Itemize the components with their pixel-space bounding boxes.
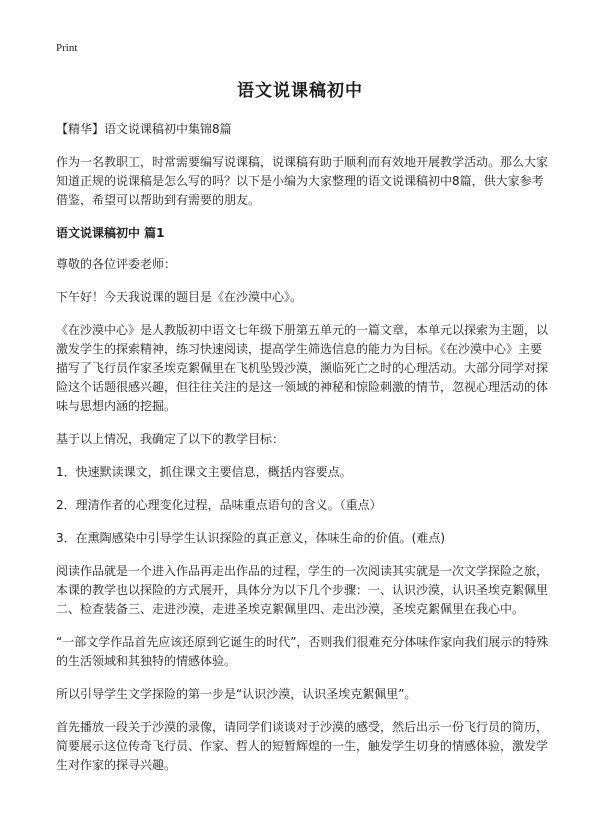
paragraph: 基于以上情况，我确定了以下的教学目标： bbox=[56, 432, 285, 446]
paragraph: 下午好！今天我说课的题目是《在沙漠中心》。 bbox=[56, 290, 303, 304]
paragraph: 首先播放一段关于沙漠的录像，请同学们谈谈对于沙漠的感受，然后出示一份飞行员的简历，简要展示这位传奇飞行员、作家、哲人的短暂辉煌的一生，触发学生切身的情感体验，激发学生对作家的探寻兴趣。 bbox=[56, 720, 549, 772]
print-link[interactable]: Print bbox=[56, 42, 78, 54]
paragraph: 尊敬的各位评委老师： bbox=[56, 257, 177, 271]
paragraph: “一部文学作品首先应该还原到它诞生的时代”，否则我们很难充分体味作家向我们展示的特殊的生活领域和其独特的情感体验。 bbox=[56, 635, 549, 668]
document-subtitle: 【精华】语文说课稿初中集锦8篇 bbox=[56, 122, 232, 136]
document-body bbox=[56, 120, 552, 789]
paragraph: 所以引导学生文学探险的第一步是“认识沙漠，认识圣埃克絮佩里”。 bbox=[56, 687, 417, 701]
page-title: 语文说课稿初中 bbox=[237, 81, 363, 101]
paragraph: 阅读作品就是一个进入作品再走出作品的过程，学生的一次阅读其实就是一次文学探险之旅，本课的教学也以探险的方式展开，具体分为以下几个步骤：一、认识沙漠，认识圣埃克絮佩里二、检查装备三、走进沙漠，走进圣埃克絮佩里四、走出沙漠，圣埃克絮佩里在我心中。 bbox=[56, 564, 549, 616]
list-item: 2．理清作者的心理变化过程，品味重点语句的含义。（重点） bbox=[56, 498, 382, 512]
intro-paragraph: 作为一名教职工，时常需要编写说课稿，说课稿有助于顺利而有效地开展教学活动。那么大家知道正规的说课稿是怎么写的吗？以下是小编为大家整理的语文说课稿初中8篇，供大家参考借鉴，希望可以帮助到有需要的朋友。 bbox=[56, 155, 549, 207]
list-item: 3．在熏陶感染中引导学生认识探险的真正意义，体味生命的价值。(难点) bbox=[56, 531, 446, 545]
paragraph: 《在沙漠中心》是人教版初中语文七年级下册第五单元的一篇文章，本单元以探索为主题，以激发学生的探索精神，练习快速阅读，提高学生筛选信息的能力为目标。《在沙漠中心》主要描写了飞行员作家圣埃克絮佩里在飞机坠毁沙漠，濒临死亡之时的心理活动。大部分同学对探险这个话题很感兴趣，但往往关注的是这一领域的神秘和惊险刺激的情节，忽视心理活动的体味与思想内涵的挖掘。 bbox=[56, 323, 549, 413]
section-heading: 语文说课稿初中 篇1 bbox=[56, 226, 165, 240]
list-item: 1．快速默读课文，抓住课文主要信息，概括内容要点。 bbox=[56, 465, 352, 479]
